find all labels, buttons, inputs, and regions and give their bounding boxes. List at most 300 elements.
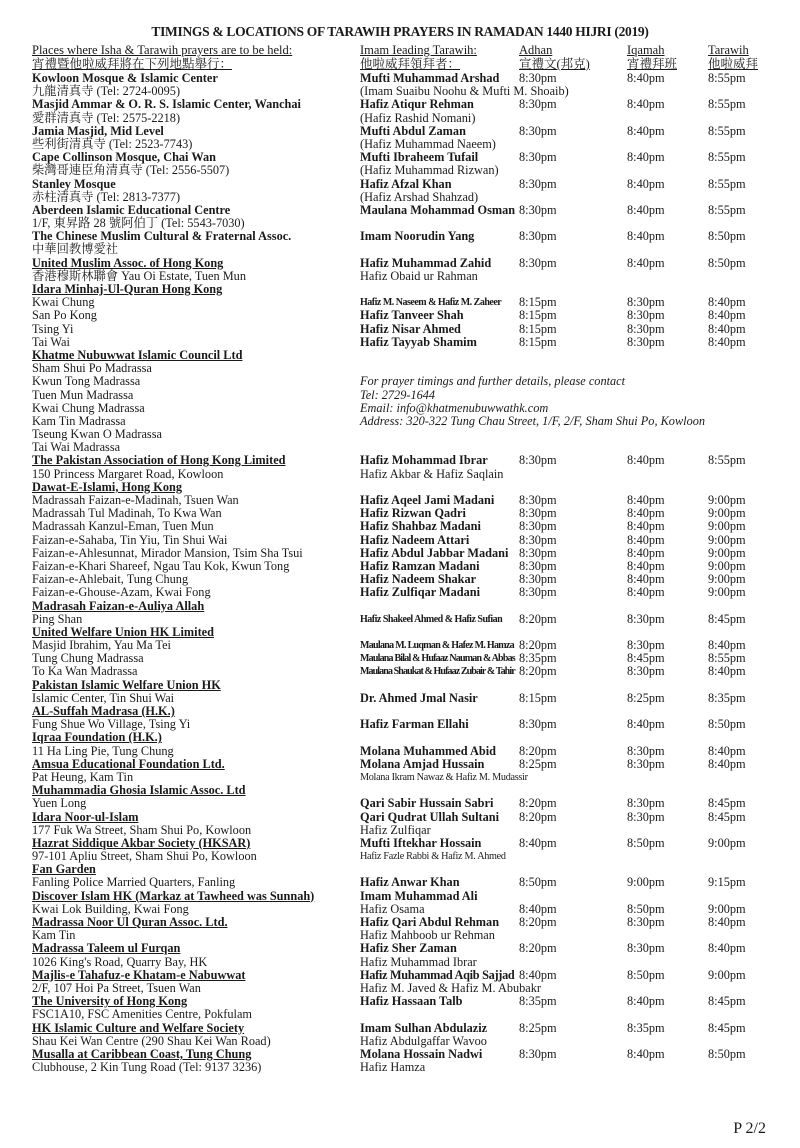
imam-cell: Mufti Abdul Zaman xyxy=(360,123,466,138)
place-cell: Khatme Nubuwwat Islamic Council Ltd xyxy=(32,347,243,362)
header-adhan-zh: 宣禮文(邦克) xyxy=(519,57,590,71)
table-row xyxy=(0,1008,800,1021)
tarawih-time: 8:35pm xyxy=(708,690,746,705)
adhan-time: 8:50pm xyxy=(519,875,557,890)
place-cell: Kwun Tong Madrassa xyxy=(32,374,141,389)
tarawih-time: 9:00pm xyxy=(708,493,746,507)
place-cell: Musalla at Caribbean Coast, Tung Chung xyxy=(32,1046,252,1061)
adhan-time: 8:30pm xyxy=(519,493,557,507)
imam-cell: Hafiz Anwar Khan xyxy=(360,875,460,890)
imam-cell: Hafiz Nisar Ahmed xyxy=(360,321,461,336)
adhan-time: 8:30pm xyxy=(519,229,557,244)
adhan-time: 8:30pm xyxy=(519,202,557,217)
table-row xyxy=(0,876,800,889)
imam-cell: Imam Muhammad Ali xyxy=(360,888,478,903)
imam-cell: Hafiz Afzal Khan xyxy=(360,176,452,191)
imam-cell: Hafiz Muhammad Aqib Sajjad xyxy=(360,967,515,982)
adhan-time: 8:30pm xyxy=(519,176,557,191)
place-cell: Jamia Masjid, Mid Level xyxy=(32,123,164,138)
imam-cell: Hafiz Nadeem Attari xyxy=(360,532,470,547)
imam-cell: Hafiz Zulfiqar Madani xyxy=(360,585,481,600)
table-row xyxy=(0,969,800,982)
place-cell: Yuen Long xyxy=(32,796,87,811)
imam-cell: Hafiz Qari Abdul Rehman xyxy=(360,915,500,929)
tarawih-time: 9:00pm xyxy=(708,572,746,587)
imam-cell: (Hafiz Arshad Shahzad) xyxy=(360,189,479,204)
tarawih-time: 8:45pm xyxy=(708,809,746,824)
adhan-time: 8:35pm xyxy=(519,994,557,1009)
iqamah-time: 8:30pm xyxy=(627,941,665,956)
table-row xyxy=(0,402,800,415)
table-row xyxy=(0,1035,800,1048)
imam-cell: Mufti Ibraheem Tufail xyxy=(360,150,479,165)
tarawih-time: 8:40pm xyxy=(708,915,746,929)
iqamah-time: 8:40pm xyxy=(627,572,665,587)
iqamah-time: 8:30pm xyxy=(627,756,665,771)
iqamah-time: 8:40pm xyxy=(627,150,665,165)
tarawih-time: 8:40pm xyxy=(708,334,746,349)
place-cell: Faizan-e-Sahaba, Tin Yiu, Tin Shui Wai xyxy=(32,532,228,547)
imam-cell: Dr. Ahmed Jmal Nasir xyxy=(360,690,478,705)
page-number: P 2/2 xyxy=(733,1120,766,1137)
place-cell: Madrassah Kanzul-Eman, Tuen Mun xyxy=(32,519,214,534)
adhan-time: 8:30pm xyxy=(519,453,557,468)
iqamah-time: 9:00pm xyxy=(627,875,665,890)
adhan-time: 8:20pm xyxy=(519,941,557,956)
iqamah-time: 8:40pm xyxy=(627,97,665,112)
place-cell: Sham Shui Po Madrassa xyxy=(32,361,152,376)
place-cell: Madrassah Tul Madinah, To Kwa Wan xyxy=(32,506,222,521)
adhan-time: 8:30pm xyxy=(519,558,557,573)
place-cell: Tung Chung Madrassa xyxy=(32,651,144,666)
iqamah-time: 8:30pm xyxy=(627,796,665,811)
imam-cell: Hafiz Obaid ur Rahman xyxy=(360,268,478,283)
imam-cell: Hafiz Tayyab Shamim xyxy=(360,334,477,349)
place-cell: Shau Kei Wan Centre (290 Shau Kei Wan Road) xyxy=(32,1033,271,1048)
tarawih-time: 8:55pm xyxy=(708,123,746,138)
tarawih-time: 9:00pm xyxy=(708,506,746,521)
tarawih-time: 8:50pm xyxy=(708,717,746,732)
imam-cell: Hafiz Abdulgaffar Wavoo xyxy=(360,1033,487,1048)
imam-cell: (Hafiz Rashid Nomani) xyxy=(360,110,476,125)
adhan-time: 8:30pm xyxy=(519,1046,557,1061)
table-row xyxy=(0,665,800,678)
place-cell: Kwai Chung xyxy=(32,295,95,310)
adhan-time: 8:25pm xyxy=(519,1020,557,1035)
tarawih-time: 8:55pm xyxy=(708,202,746,217)
table-row xyxy=(0,534,800,547)
adhan-time: 8:30pm xyxy=(519,572,557,587)
place-cell: 1026 King's Road, Quarry Bay, HK xyxy=(32,954,208,969)
adhan-time: 8:40pm xyxy=(519,967,557,982)
table-row xyxy=(0,942,800,955)
iqamah-time: 8:30pm xyxy=(627,809,665,824)
place-cell: Tai Wai xyxy=(32,334,70,349)
place-cell: Amsua Educational Foundation Ltd. xyxy=(32,756,225,771)
tarawih-time: 8:40pm xyxy=(708,638,746,653)
adhan-time: 8:20pm xyxy=(519,915,557,929)
imam-cell: Hafiz Ramzan Madani xyxy=(360,558,480,573)
iqamah-time: 8:40pm xyxy=(627,123,665,138)
tarawih-time: 8:55pm xyxy=(708,71,746,85)
imam-cell: Molana Hossain Nadwi xyxy=(360,1046,483,1061)
table-row xyxy=(0,547,800,560)
place-cell: Faizan-e-Ahlebait, Tung Chung xyxy=(32,572,189,587)
tarawih-time: 8:45pm xyxy=(708,1020,746,1035)
tarawih-time: 8:40pm xyxy=(708,756,746,771)
tarawih-time: 8:55pm xyxy=(708,150,746,165)
imam-cell: Hafiz Mahboob ur Rehman xyxy=(360,928,495,943)
place-cell: 愛群清真寺 (Tel: 2575-2218) xyxy=(32,110,181,125)
place-cell: Madrasah Faizan-e-Auliya Allah xyxy=(32,598,205,613)
adhan-time: 8:20pm xyxy=(519,638,557,653)
iqamah-time: 8:30pm xyxy=(627,334,665,349)
table-row xyxy=(0,1061,800,1074)
adhan-time: 8:40pm xyxy=(519,835,557,850)
adhan-time: 8:30pm xyxy=(519,532,557,547)
header-iqamah xyxy=(627,43,677,71)
imam-cell: (Imam Suaibu Noohu & Mufti M. Shoaib) xyxy=(360,84,569,99)
tarawih-time: 9:00pm xyxy=(708,558,746,573)
iqamah-time: 8:40pm xyxy=(627,1046,665,1061)
imam-cell: Hafiz Osama xyxy=(360,901,425,916)
header-places-zh: 宵禮暨他啦威拜將在下列地點舉行： xyxy=(32,57,233,71)
imam-cell: Imam Sulhan Abdulaziz xyxy=(360,1020,488,1035)
iqamah-time: 8:30pm xyxy=(627,915,665,929)
iqamah-time: 8:40pm xyxy=(627,585,665,600)
iqamah-time: 8:50pm xyxy=(627,967,665,982)
tarawih-time: 9:00pm xyxy=(708,545,746,560)
table-row xyxy=(0,191,800,204)
place-cell: 赤柱清真寺 (Tel: 2813-7377) xyxy=(32,189,181,204)
place-cell: AL-Suffah Madrasa (H.K.) xyxy=(32,704,175,718)
header-adhan xyxy=(519,43,590,71)
adhan-time: 8:15pm xyxy=(519,321,557,336)
iqamah-time: 8:40pm xyxy=(627,519,665,534)
place-cell: Faizan-e-Khari Shareef, Ngau Tau Kok, Kwun Tong xyxy=(32,558,290,573)
imam-cell: Email: info@khatmenubuwwathk.com xyxy=(360,400,549,415)
table-row xyxy=(0,98,800,111)
header-imam-zh: 他啦威拜領拜者： xyxy=(360,57,461,71)
imam-cell: Maulana Mohammad Osman xyxy=(360,202,516,217)
iqamah-time: 8:40pm xyxy=(627,532,665,547)
place-cell: Discover Islam HK (Markaz at Tawheed was Sunnah) xyxy=(32,888,315,903)
place-cell: 177 Fuk Wa Street, Sham Shui Po, Kowloon xyxy=(32,822,252,837)
table-row xyxy=(0,586,800,599)
adhan-time: 8:20pm xyxy=(519,796,557,811)
place-cell: Iqraa Foundation (H.K.) xyxy=(32,730,162,745)
tarawih-time: 8:45pm xyxy=(708,994,746,1009)
adhan-time: 8:15pm xyxy=(519,308,557,323)
tarawih-time: 8:40pm xyxy=(708,308,746,323)
imam-cell: Qari Sabir Hussain Sabri xyxy=(360,796,494,811)
table-row xyxy=(0,613,800,626)
adhan-time: 8:30pm xyxy=(519,123,557,138)
tarawih-time: 8:45pm xyxy=(708,611,746,626)
imam-cell: Tel: 2729-1644 xyxy=(360,387,436,402)
adhan-time: 8:30pm xyxy=(519,97,557,112)
place-cell: 97-101 Apliu Street, Sham Shui Po, Kowloon xyxy=(32,849,257,864)
adhan-time: 8:30pm xyxy=(519,585,557,600)
imam-cell: Hafiz Zulfiqar xyxy=(360,822,431,837)
table-row xyxy=(0,890,800,903)
place-cell: Kowloon Mosque & Islamic Center xyxy=(32,71,218,85)
place-cell: Idara Minhaj-Ul-Quran Hong Kong xyxy=(32,282,223,296)
place-cell: Muhammadia Ghosia Islamic Assoc. Ltd xyxy=(32,783,246,798)
document-title: TIMINGS & LOCATIONS OF TARAWIH PRAYERS IN RAMADAN 1440 HIJRI (2019) xyxy=(151,24,649,39)
place-cell: 中華回教博愛社 xyxy=(32,242,119,257)
place-cell: Fan Garden xyxy=(32,862,96,877)
table-row xyxy=(0,824,800,837)
header-iqamah-en: Iqamah xyxy=(627,43,665,57)
imam-cell: Hafiz Tanveer Shah xyxy=(360,308,464,323)
tarawih-time: 8:55pm xyxy=(708,651,746,666)
adhan-time: 8:40pm xyxy=(519,901,557,916)
table-row xyxy=(0,731,800,744)
place-cell: Tai Wai Madrassa xyxy=(32,440,121,455)
place-cell: Hazrat Siddique Akbar Society (HKSAR) xyxy=(32,835,251,850)
place-cell: Dawat-E-Islami, Hong Kong xyxy=(32,479,182,494)
imam-cell: Maulana Shaukat & Hufaaz Zubair & Tahir xyxy=(360,666,515,678)
iqamah-time: 8:40pm xyxy=(627,453,665,468)
iqamah-time: 8:30pm xyxy=(627,611,665,626)
place-cell: 2/F, 107 Hoi Pa Street, Tsuen Wan xyxy=(32,980,201,995)
place-cell: 11 Ha Ling Pie, Tung Chung xyxy=(32,743,174,758)
imam-cell: Hafiz Mohammad Ibrar xyxy=(360,453,488,468)
table-row xyxy=(0,797,800,810)
tarawih-time: 9:00pm xyxy=(708,585,746,600)
adhan-time: 8:30pm xyxy=(519,506,557,521)
place-cell: 香港穆斯林聯會 Yau Oi Estate, Tuen Mun xyxy=(32,268,246,283)
table-row xyxy=(0,956,800,969)
place-cell: 些利街清真寺 (Tel: 2523-7743) xyxy=(32,136,193,151)
place-cell: Kwai Chung Madrassa xyxy=(32,400,145,415)
adhan-time: 8:25pm xyxy=(519,756,557,771)
iqamah-time: 8:40pm xyxy=(627,71,665,85)
adhan-time: 8:30pm xyxy=(519,150,557,165)
iqamah-time: 8:45pm xyxy=(627,651,665,666)
iqamah-time: 8:40pm xyxy=(627,255,665,270)
header-imam xyxy=(360,43,477,71)
imam-cell: Hafiz Fazle Rabbi & Hafiz M. Ahmed xyxy=(360,851,506,863)
imam-cell: (Hafiz Muhammad Rizwan) xyxy=(360,163,499,178)
imam-cell: Hafiz Hamza xyxy=(360,1060,426,1075)
header-adhan-en: Adhan xyxy=(519,43,553,57)
place-cell: Faizan-e-Ghouse-Azam, Kwai Fong xyxy=(32,585,211,600)
imam-cell: Hafiz Shahbaz Madani xyxy=(360,519,481,534)
place-cell: Clubhouse, 2 Kin Tung Road (Tel: 9137 3236) xyxy=(32,1060,262,1075)
table-row xyxy=(0,283,800,296)
tarawih-time: 9:00pm xyxy=(708,519,746,534)
table-row xyxy=(0,745,800,758)
iqamah-time: 8:40pm xyxy=(627,717,665,732)
place-cell: FSC1A10, FSC Amenities Centre, Pokfulam xyxy=(32,1007,252,1022)
place-cell: Majlis-e Tahafuz-e Khatam-e Nabuwwat xyxy=(32,967,246,982)
tarawih-time: 9:00pm xyxy=(708,532,746,547)
place-cell: The Pakistan Association of Hong Kong Limited xyxy=(32,453,286,468)
place-cell: Pat Heung, Kam Tin xyxy=(32,769,134,784)
iqamah-time: 8:30pm xyxy=(627,638,665,653)
imam-cell: Hafiz Hassaan Talb xyxy=(360,994,463,1009)
place-cell: 150 Princess Margaret Road, Kowloon xyxy=(32,466,224,481)
table-row xyxy=(0,336,800,349)
imam-cell: For prayer timings and further details, please contact xyxy=(360,374,626,389)
place-cell: 九龍清真寺 (Tel: 2724-0095) xyxy=(32,84,181,99)
tarawih-time: 8:40pm xyxy=(708,321,746,336)
imam-cell: Hafiz Sher Zaman xyxy=(360,941,457,956)
place-cell: Kwai Lok Building, Kwai Fong xyxy=(32,901,189,916)
place-cell: Stanley Mosque xyxy=(32,176,116,191)
iqamah-time: 8:40pm xyxy=(627,493,665,507)
imam-cell: Hafiz Muhammad Zahid xyxy=(360,255,492,270)
header-places-en: Places where Isha & Tarawih prayers are to be held: xyxy=(32,43,293,57)
imam-cell: Molana Muhammed Abid xyxy=(360,743,496,758)
tarawih-time: 9:00pm xyxy=(708,901,746,916)
imam-cell: Hafiz Shakeel Ahmed & Hafiz Sufian xyxy=(360,613,503,625)
iqamah-time: 8:40pm xyxy=(627,176,665,191)
table-row xyxy=(0,375,800,388)
table-row xyxy=(0,1022,800,1035)
tarawih-time: 8:40pm xyxy=(708,295,746,310)
place-cell: Masjid Ammar & O. R. S. Islamic Center, Wanchai xyxy=(32,97,301,112)
imam-cell: Hafiz Abdul Jabbar Madani xyxy=(360,545,509,560)
place-cell: Masjid Ibrahim, Yau Ma Tei xyxy=(32,638,171,653)
header-places xyxy=(32,43,292,71)
iqamah-time: 8:25pm xyxy=(627,690,665,705)
adhan-time: 8:20pm xyxy=(519,664,557,679)
place-cell: Madrassah Faizan-e-Madinah, Tsuen Wan xyxy=(32,493,239,507)
place-cell: Fung Shue Wo Village, Tsing Yi xyxy=(32,717,191,732)
table-row xyxy=(0,178,800,191)
imam-cell: Hafiz Muhammad Ibrar xyxy=(360,954,477,969)
imam-cell: Address: 320-322 Tung Chau Street, 1/F, 2/F, Sham Shui Po, Kowloon xyxy=(360,413,706,428)
table-row xyxy=(0,454,800,467)
adhan-time: 8:35pm xyxy=(519,651,557,666)
header-tarawih-en: Tarawih xyxy=(708,43,749,57)
table-row xyxy=(0,309,800,322)
adhan-time: 8:30pm xyxy=(519,71,557,85)
adhan-time: 8:15pm xyxy=(519,690,557,705)
iqamah-time: 8:30pm xyxy=(627,664,665,679)
imam-cell: (Hafiz Muhammad Naeem) xyxy=(360,136,496,151)
imam-cell: Maulana M. Luqman & Hafez M. Hamza xyxy=(360,640,514,652)
place-cell: Ping Shan xyxy=(32,611,83,626)
tarawih-time: 8:40pm xyxy=(708,941,746,956)
iqamah-time: 8:30pm xyxy=(627,743,665,758)
place-cell: To Ka Wan Madrassa xyxy=(32,664,138,679)
place-cell: San Po Kong xyxy=(32,308,97,323)
imam-cell: Hafiz Rizwan Qadri xyxy=(360,506,466,521)
imam-cell: Mufti Muhammad Arshad xyxy=(360,71,500,85)
place-cell: Tuen Mun Madrassa xyxy=(32,387,134,402)
imam-cell: Hafiz Aqeel Jami Madani xyxy=(360,493,495,507)
place-cell: Pakistan Islamic Welfare Union HK xyxy=(32,677,221,692)
place-cell: Kam Tin xyxy=(32,928,76,943)
adhan-time: 8:15pm xyxy=(519,295,557,310)
place-cell: Cape Collinson Mosque, Chai Wan xyxy=(32,150,216,165)
adhan-time: 8:20pm xyxy=(519,809,557,824)
place-cell: Kam Tin Madrassa xyxy=(32,413,126,428)
place-cell: The Chinese Muslim Cultural & Fraternal Assoc. xyxy=(32,229,292,244)
iqamah-time: 8:35pm xyxy=(627,1020,665,1035)
place-cell: Tseung Kwan O Madrassa xyxy=(32,427,162,442)
place-cell: Aberdeen Islamic Educational Centre xyxy=(32,202,231,217)
iqamah-time: 8:40pm xyxy=(627,506,665,521)
iqamah-time: 8:40pm xyxy=(627,545,665,560)
place-cell: HK Islamic Culture and Welfare Society xyxy=(32,1020,245,1035)
table-row xyxy=(0,125,800,138)
table-row xyxy=(0,850,800,863)
iqamah-time: 8:30pm xyxy=(627,308,665,323)
tarawih-time: 8:50pm xyxy=(708,1046,746,1061)
adhan-time: 8:30pm xyxy=(519,717,557,732)
table-row xyxy=(0,257,800,270)
place-cell: United Welfare Union HK Limited xyxy=(32,624,214,639)
table-row xyxy=(0,679,800,692)
iqamah-time: 8:30pm xyxy=(627,295,665,310)
imam-cell: Hafiz Nadeem Shakar xyxy=(360,572,477,587)
place-cell: Madrassa Taleem ul Furqan xyxy=(32,941,181,956)
imam-cell: Imam Noorudin Yang xyxy=(360,229,475,244)
place-cell: Tsing Yi xyxy=(32,321,74,336)
header-tarawih xyxy=(708,43,758,71)
tarawih-time: 9:00pm xyxy=(708,835,746,850)
adhan-time: 8:30pm xyxy=(519,545,557,560)
imam-cell: Molana Amjad Hussain xyxy=(360,756,485,771)
table-row xyxy=(0,164,800,177)
place-cell: 柴灣哥連臣角清真寺 (Tel: 2556-5507) xyxy=(32,163,230,178)
place-cell: The University of Hong Kong xyxy=(32,994,188,1009)
table-row xyxy=(0,323,800,336)
imam-cell: Mufti Iftekhar Hossain xyxy=(360,835,482,850)
place-cell: Islamic Center, Tin Shui Wai xyxy=(32,690,175,705)
table-row xyxy=(0,811,800,824)
adhan-time: 8:20pm xyxy=(519,611,557,626)
place-cell: Madrassa Noor Ul Quran Assoc. Ltd. xyxy=(32,915,228,929)
tarawih-time: 8:40pm xyxy=(708,743,746,758)
iqamah-time: 8:40pm xyxy=(627,994,665,1009)
tarawih-time: 8:40pm xyxy=(708,664,746,679)
tarawih-time: 9:15pm xyxy=(708,875,746,890)
iqamah-time: 8:40pm xyxy=(627,202,665,217)
tarawih-time: 8:55pm xyxy=(708,453,746,468)
table-row xyxy=(0,389,800,402)
imam-cell: Qari Qudrat Ullah Sultani xyxy=(360,809,500,824)
imam-cell: Hafiz Atiqur Rehman xyxy=(360,97,474,112)
adhan-time: 8:30pm xyxy=(519,519,557,534)
tarawih-time: 8:55pm xyxy=(708,176,746,191)
header-iqamah-zh: 宵禮拜班 xyxy=(627,57,678,71)
adhan-time: 8:30pm xyxy=(519,255,557,270)
imam-cell: Hafiz Akbar & Hafiz Saqlain xyxy=(360,466,504,481)
table-row xyxy=(0,112,800,125)
iqamah-time: 8:40pm xyxy=(627,558,665,573)
table-row xyxy=(0,520,800,533)
adhan-time: 8:15pm xyxy=(519,334,557,349)
header-imam-en: Imam Ieading Tarawih: xyxy=(360,43,477,57)
place-cell: Fanling Police Married Quarters, Fanling xyxy=(32,875,236,890)
iqamah-time: 8:50pm xyxy=(627,835,665,850)
timings-table xyxy=(0,72,800,1074)
tarawih-time: 8:55pm xyxy=(708,97,746,112)
place-cell: Faizan-e-Ahlesunnat, Mirador Mansion, Tsim Sha Tsui xyxy=(32,545,303,560)
imam-cell: Molana Ikram Nawaz & Hafiz M. Mudassir xyxy=(360,771,528,783)
tarawih-time: 9:00pm xyxy=(708,967,746,982)
table-row xyxy=(0,468,800,481)
iqamah-time: 8:50pm xyxy=(627,901,665,916)
iqamah-time: 8:40pm xyxy=(627,229,665,244)
table-row xyxy=(0,758,800,771)
